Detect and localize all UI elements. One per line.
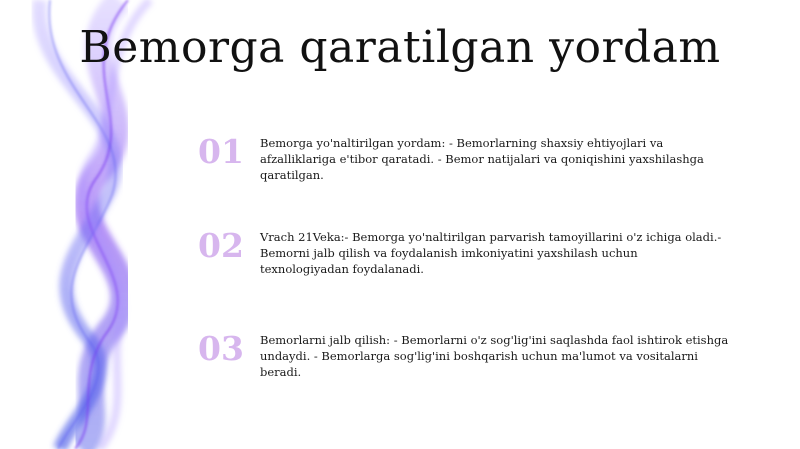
item-number: 01 xyxy=(198,132,244,171)
item-text: Vrach 21Veka:- Bemorga yo'naltirilgan parvarish tamoyillarini o'z ichiga oladi.- Bemorni jalb qilish va foydalanish imkoniyatini yaxshilash uchun texnologiyadan foydalanadi. xyxy=(260,230,722,276)
slide-title: Bemorga qaratilgan yordam xyxy=(79,22,721,73)
item-text: Bemorga yo'naltirilgan yordam: - Bemorlarning shaxsiy ehtiyojlari va afzalliklariga e'tibor qaratadi. - Bemor natijalari va qoniqishini yaxshilashga qaratilgan. xyxy=(260,136,704,182)
item-number: 03 xyxy=(198,329,244,368)
item-text: Bemorlarni jalb qilish: - Bemorlarni o'z sog'lig'ini saqlashda faol ishtirok etishga undaydi. - Bemorlarga sog'lig'ini boshqarish uchun ma'lumot va vositalarni beradi. xyxy=(260,333,729,379)
item-number: 02 xyxy=(198,226,244,265)
